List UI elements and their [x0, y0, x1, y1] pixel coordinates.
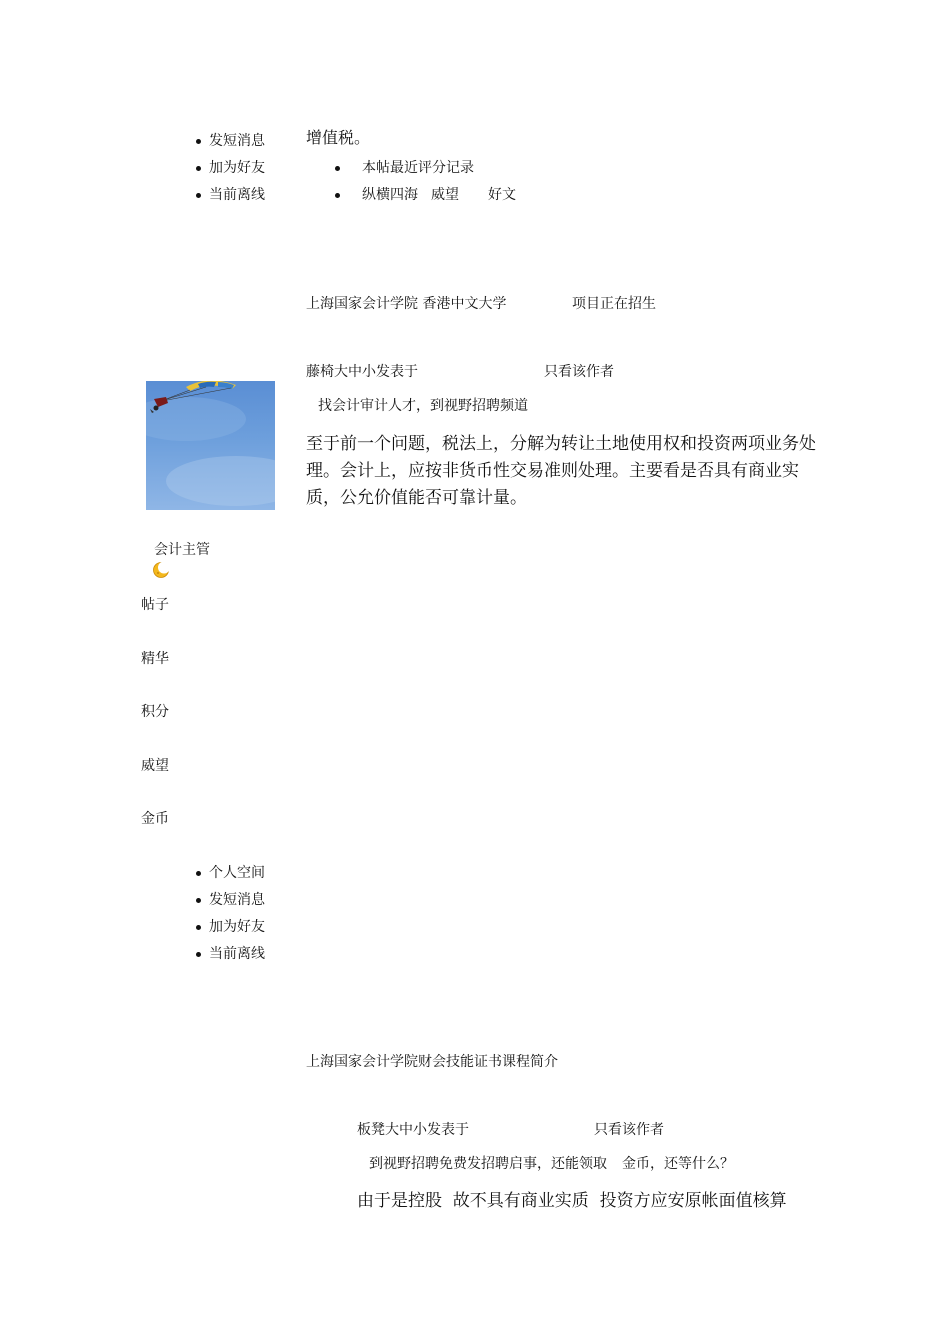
rating-user[interactable]: 纵横四海	[362, 187, 418, 203]
moon-icon	[152, 561, 170, 579]
post1-ad-right[interactable]: 项目正在招生	[572, 296, 656, 312]
post1-user-menu	[196, 132, 265, 213]
post2-only-author-link[interactable]: 只看该作者	[544, 364, 614, 380]
stat-posts: 帖子	[141, 597, 169, 613]
avatar[interactable]	[146, 381, 275, 510]
rating-records	[334, 159, 516, 213]
rating-entry	[334, 186, 516, 213]
stat-coins: 金币	[141, 811, 169, 827]
post1-ad-left[interactable]: 上海国家会计学院 香港中文大学	[306, 296, 507, 312]
user-rank: 会计主管	[154, 542, 210, 558]
rating-field: 威望	[431, 187, 459, 203]
add-friend-link[interactable]: 加为好友	[196, 918, 265, 945]
post2-promo-link[interactable]: 找会计审计人才，到视野招聘频道	[318, 398, 528, 414]
rating-records-title[interactable]: 本帖最近评分记录	[334, 159, 516, 186]
post3-author-line: 板凳大中小发表于	[357, 1122, 469, 1138]
add-friend-link[interactable]: 加为好友	[196, 159, 265, 186]
post3-content: 由于是控股 故不具有商业实质 投资方应安原帐面值核算	[357, 1191, 787, 1211]
rating-comment: 好文	[488, 187, 516, 203]
online-status: 当前离线	[196, 186, 265, 213]
send-message-link[interactable]: 发短消息	[196, 132, 265, 159]
personal-space-link[interactable]: 个人空间	[196, 864, 265, 891]
post2-content: 至于前一个问题，税法上，分解为转让土地使用权和投资两项业务处理。会计上，应按非货币性交易准则处理。主要看是否具有商业实质，公允价值能否可靠计量。	[306, 434, 816, 508]
post3-promo-left: 到视野招聘免费发招聘启事，还能领取	[369, 1156, 607, 1172]
post2-author-line: 藤椅大中小发表于	[306, 364, 418, 380]
stat-points: 积分	[141, 704, 169, 720]
online-status: 当前离线	[196, 945, 265, 972]
stat-prestige: 威望	[141, 758, 169, 774]
send-message-link[interactable]: 发短消息	[196, 891, 265, 918]
parachute-image	[146, 381, 275, 510]
post1-tail-text: 增值税。	[306, 128, 371, 147]
stat-digest: 精华	[141, 651, 169, 667]
post3-promo-link[interactable]	[369, 1155, 734, 1173]
post3-only-author-link[interactable]: 只看该作者	[594, 1122, 664, 1138]
post3-promo-right: 金币，还等什么？	[622, 1156, 734, 1172]
post2-user-menu	[196, 864, 265, 972]
post2-ad-link[interactable]: 上海国家会计学院财会技能证书课程简介	[306, 1054, 558, 1070]
